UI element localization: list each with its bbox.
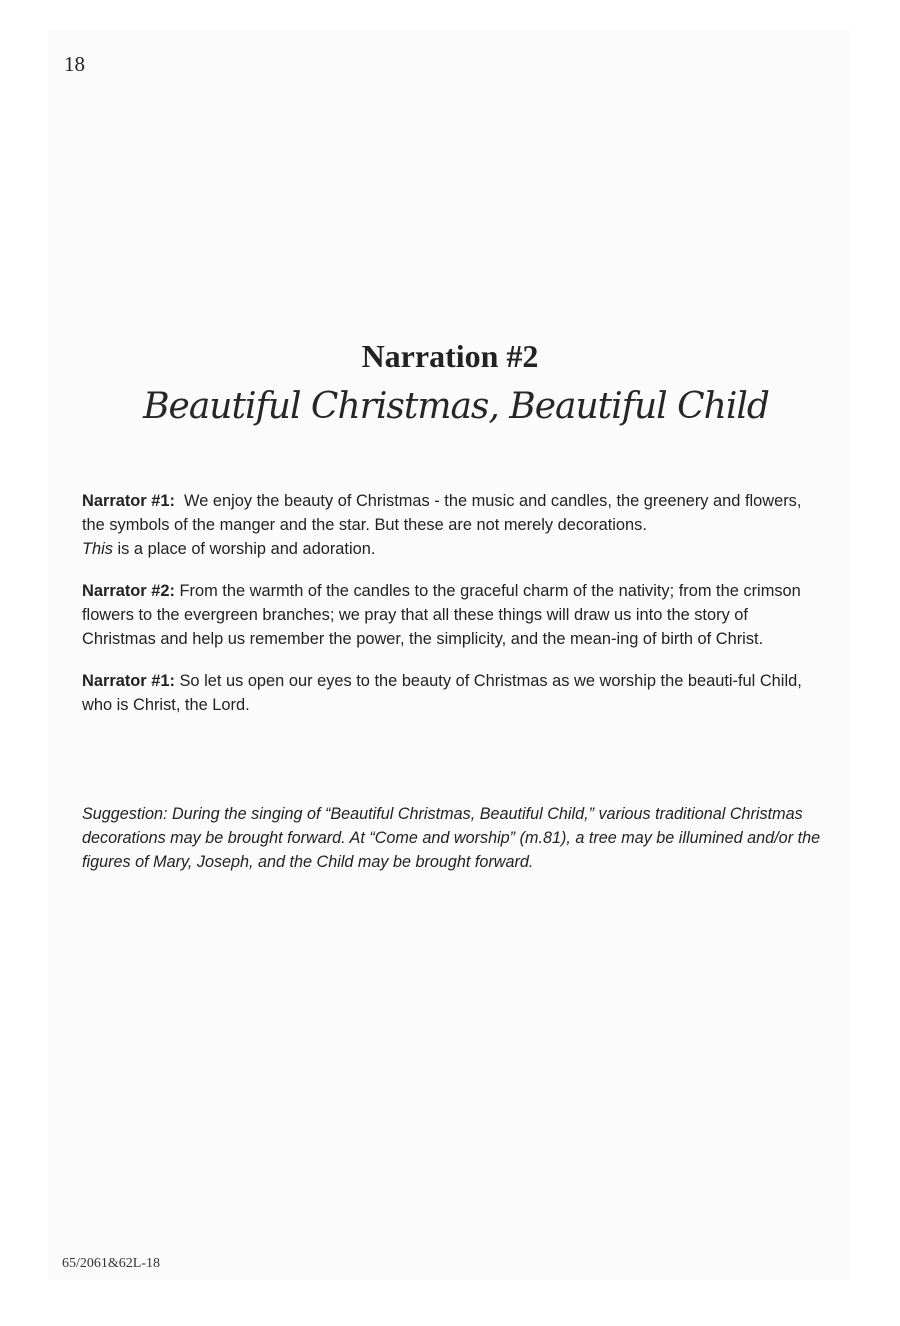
narration-paragraph-2: [82, 579, 822, 651]
page-number: 18: [64, 52, 85, 76]
narration-text: So let us open our eyes to the beauty of Christmas as we worship the beauti-ful Child, who is Christ, the Lord.: [82, 672, 802, 714]
song-subtitle: Beautiful Christmas, Beautiful Child: [143, 386, 769, 427]
narration-text-continued: is a place of worship and adoration.: [112, 540, 376, 558]
narration-title: Narration #2: [361, 338, 539, 374]
narration-body: [82, 489, 822, 735]
narration-text: From the warmth of the candles to the graceful charm of the nativity; from the crimson flowers to the evergreen branches; we pray that all these things will draw us into the story of Christmas and help us remember the power, the simplicity, and the mean-ing of birth of Christ.: [82, 582, 801, 648]
emphasis-text: This: [82, 540, 113, 558]
speaker-label: Narrator #1:: [82, 492, 175, 510]
speaker-label: Narrator #2:: [82, 582, 175, 600]
narration-text: We enjoy the beauty of Christmas - the music and candles, the greenery and flowers, the symbols of the manger and the star. But these are not merely decorations.: [82, 492, 802, 534]
speaker-label: Narrator #1:: [82, 672, 175, 690]
catalog-code: 65/2061&62L-18: [62, 1256, 160, 1271]
narration-paragraph-1: [82, 489, 822, 561]
narration-paragraph-3: [82, 669, 822, 717]
staging-suggestion: Suggestion: During the singing of “Beautiful Christmas, Beautiful Child,” various traditional Christmas decorations may be brought forward. At “Come and worship” (m.81), a tree may be illumined and/or the figures of Mary, Joseph, and the Child may be brought forward.: [82, 805, 821, 871]
